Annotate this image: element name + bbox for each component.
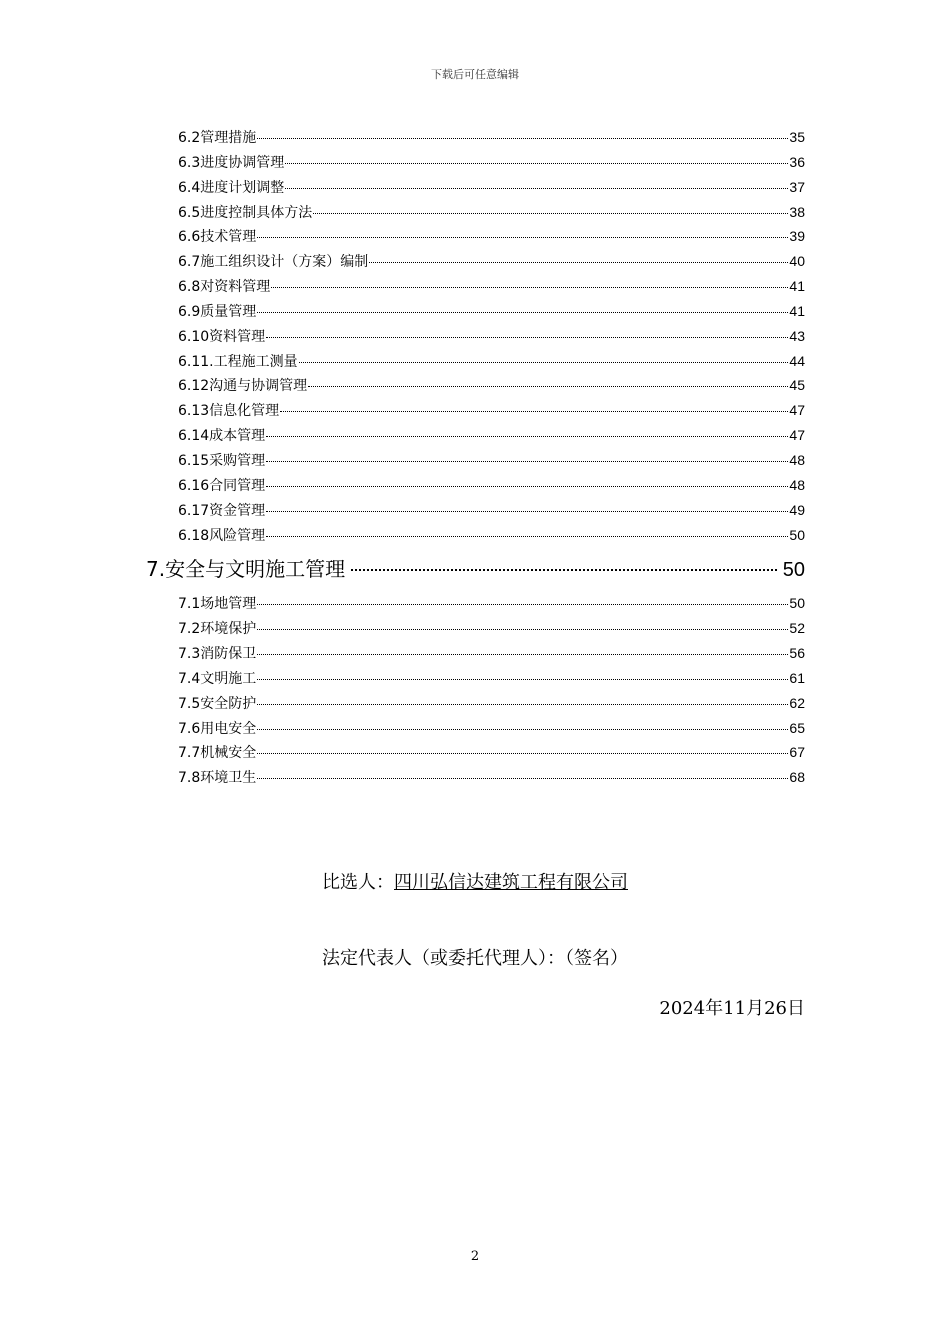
toc-entry[interactable] bbox=[178, 498, 805, 523]
toc-entry[interactable] bbox=[178, 666, 805, 691]
toc-entry-label: 6.12沟通与协调管理 bbox=[178, 378, 308, 395]
toc-entry-label: 6.7施工组织设计（方案）编制 bbox=[178, 254, 369, 271]
toc-entry-label: 6.6技术管理 bbox=[178, 229, 257, 246]
toc-dot-leader bbox=[266, 485, 788, 487]
toc-dot-leader bbox=[257, 703, 788, 705]
toc-dot-leader bbox=[257, 777, 788, 779]
toc-entry[interactable] bbox=[178, 691, 805, 716]
toc-entry[interactable] bbox=[178, 473, 805, 498]
toc-dot-leader bbox=[257, 752, 788, 754]
toc-entry-page: 56 bbox=[789, 645, 805, 662]
toc-dot-leader bbox=[257, 603, 788, 605]
signature-date: 2024年11月26日 bbox=[659, 998, 805, 1019]
toc-entry-label: 6.2管理措施 bbox=[178, 130, 257, 146]
toc-entry-page: 68 bbox=[789, 769, 805, 786]
toc-entry-page: 47 bbox=[789, 402, 805, 419]
toc-entry-label: 6.10资料管理 bbox=[178, 328, 266, 345]
toc-entry[interactable] bbox=[178, 591, 805, 616]
toc-entry[interactable] bbox=[178, 716, 805, 741]
bidder-line bbox=[0, 868, 950, 894]
toc-entry-label: 6.4进度计划调整 bbox=[178, 179, 285, 196]
toc-entry[interactable] bbox=[178, 373, 805, 398]
toc-entry-page: 41 bbox=[789, 278, 805, 295]
toc-entry[interactable] bbox=[178, 324, 805, 349]
toc-entry[interactable] bbox=[178, 448, 805, 473]
toc-entry-label: 7.1场地管理 bbox=[178, 596, 257, 613]
toc-entry-label: 6.17资金管理 bbox=[178, 502, 266, 519]
toc-dot-leader bbox=[257, 311, 788, 313]
toc-entry-label: 7.7机械安全 bbox=[178, 745, 257, 762]
toc-entry[interactable] bbox=[178, 616, 805, 641]
toc-entry-label: 7.4文明施工 bbox=[178, 670, 257, 687]
toc-dot-leader bbox=[266, 510, 788, 512]
toc-entry-label: 6.8对资料管理 bbox=[178, 279, 271, 296]
bidder-company: 四川弘信达建筑工程有限公司 bbox=[394, 872, 628, 893]
toc-entry-page: 67 bbox=[789, 744, 805, 761]
toc-entry-page: 38 bbox=[789, 203, 805, 220]
toc-entry[interactable] bbox=[178, 740, 805, 765]
toc-entry[interactable] bbox=[178, 641, 805, 666]
toc-dot-leader bbox=[308, 385, 788, 387]
toc-entry[interactable] bbox=[178, 274, 805, 299]
toc-entry-label: 7.2环境保护 bbox=[178, 621, 257, 638]
toc-entry-label: 6.5进度控制具体方法 bbox=[178, 204, 313, 221]
toc-entry[interactable] bbox=[178, 249, 805, 274]
toc-entry-page: 48 bbox=[789, 451, 805, 468]
toc-dot-leader bbox=[266, 336, 788, 338]
toc-dot-leader bbox=[369, 261, 788, 263]
toc-entry[interactable] bbox=[178, 765, 805, 790]
toc-entry-label: 7.8环境卫生 bbox=[178, 770, 257, 787]
toc-entry[interactable] bbox=[178, 423, 805, 448]
page-header: 下载后可任意编辑 bbox=[431, 68, 519, 81]
toc-entry[interactable] bbox=[178, 398, 805, 423]
toc-dot-leader bbox=[313, 212, 788, 214]
toc-section-heading[interactable] bbox=[146, 547, 805, 591]
toc-entry-page: 49 bbox=[789, 501, 805, 518]
toc-entry[interactable] bbox=[178, 125, 805, 150]
representative-line: 法定代表人（或委托代理人）：（签名） bbox=[322, 948, 628, 969]
toc-entry-label: 6.14成本管理 bbox=[178, 428, 266, 445]
toc-dot-leader bbox=[280, 410, 788, 412]
toc-entry-page: 37 bbox=[789, 178, 805, 195]
toc-entry[interactable] bbox=[178, 299, 805, 324]
toc-entry[interactable] bbox=[178, 200, 805, 225]
toc-entry-page: 62 bbox=[789, 694, 805, 711]
toc-entry-label: 6.11.工程施工测量 bbox=[178, 353, 298, 370]
toc-dot-leader bbox=[257, 653, 788, 655]
toc-entry-label: 6.13信息化管理 bbox=[178, 403, 280, 420]
toc-entry-page: 40 bbox=[789, 253, 805, 270]
toc-entry-page: 52 bbox=[789, 620, 805, 637]
toc-dot-leader bbox=[266, 460, 788, 462]
toc-entry-label: 6.18风险管理 bbox=[178, 527, 266, 544]
toc-entry-page: 61 bbox=[789, 669, 805, 686]
toc-entry-page: 39 bbox=[789, 228, 805, 245]
toc-dot-leader bbox=[257, 728, 788, 730]
bidder-label: 比选人： bbox=[322, 872, 394, 893]
toc-entry-page: 41 bbox=[789, 302, 805, 319]
page-number: 2 bbox=[470, 1249, 480, 1264]
toc-entry-page: 50 bbox=[789, 526, 805, 543]
toc-entry-page: 50 bbox=[782, 559, 805, 582]
toc-dot-leader bbox=[257, 678, 788, 680]
toc-entry-label: 6.9质量管理 bbox=[178, 303, 257, 320]
toc-dot-leader bbox=[257, 628, 788, 630]
toc-entry-page: 43 bbox=[789, 327, 805, 344]
table-of-contents bbox=[0, 125, 950, 790]
toc-entry-page: 45 bbox=[789, 377, 805, 394]
toc-dot-leader bbox=[285, 162, 788, 164]
toc-entry-label: 7.5安全防护 bbox=[178, 695, 257, 712]
toc-dot-leader bbox=[271, 286, 788, 288]
toc-dot-leader bbox=[266, 535, 788, 537]
toc-entry-label: 6.15采购管理 bbox=[178, 452, 266, 469]
toc-dot-leader bbox=[299, 361, 789, 363]
toc-entry[interactable] bbox=[178, 175, 805, 200]
toc-entry-page: 35 bbox=[789, 129, 805, 145]
toc-entry-page: 36 bbox=[789, 153, 805, 170]
toc-entry-page: 48 bbox=[789, 476, 805, 493]
toc-entry-page: 44 bbox=[789, 352, 805, 369]
toc-entry-label: 7.3消防保卫 bbox=[178, 646, 257, 663]
toc-entry-page: 65 bbox=[789, 719, 805, 736]
toc-entry[interactable] bbox=[178, 224, 805, 249]
toc-dot-leader bbox=[257, 137, 788, 139]
toc-dot-leader bbox=[351, 568, 777, 571]
toc-entry-page: 50 bbox=[789, 595, 805, 612]
toc-dot-leader bbox=[285, 187, 788, 189]
toc-entry[interactable] bbox=[178, 349, 805, 374]
toc-entry[interactable] bbox=[178, 150, 805, 175]
toc-dot-leader bbox=[257, 236, 788, 238]
toc-entry-label: 6.3进度协调管理 bbox=[178, 154, 285, 171]
toc-dot-leader bbox=[266, 435, 788, 437]
toc-entry-label: 7.安全与文明施工管理 bbox=[146, 557, 346, 582]
toc-entry-page: 47 bbox=[789, 427, 805, 444]
toc-entry[interactable] bbox=[178, 523, 805, 548]
toc-entry-label: 6.16合同管理 bbox=[178, 477, 266, 494]
toc-entry-label: 7.6用电安全 bbox=[178, 720, 257, 737]
